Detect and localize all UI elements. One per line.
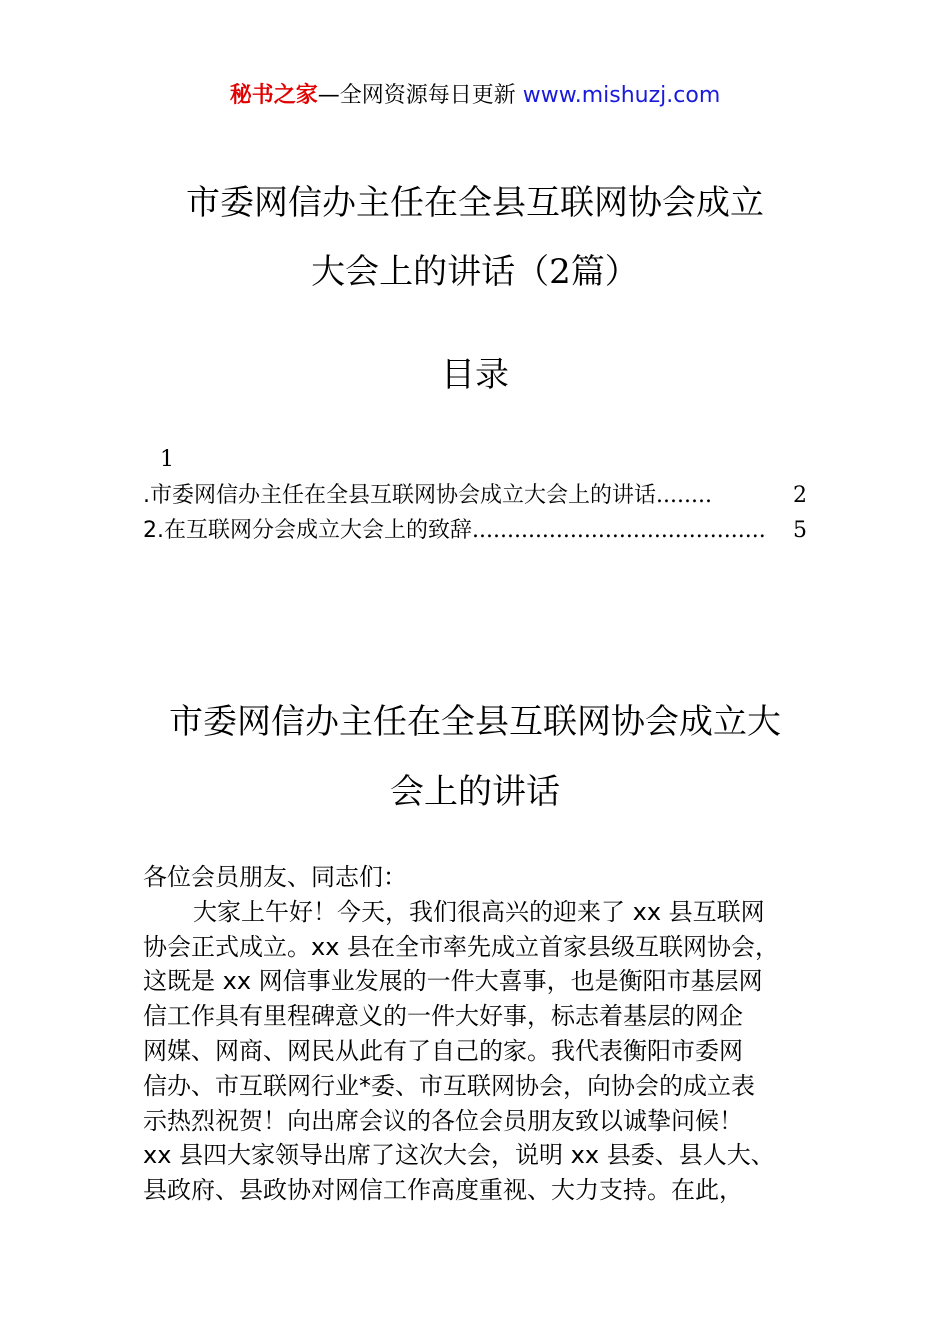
section1-title-line2: 会上的讲话 — [390, 772, 560, 812]
header-dash: — — [317, 83, 340, 108]
toc-item1-number: 1 — [160, 447, 174, 472]
toc-heading: 目录 — [441, 355, 509, 395]
toc-item1-page: 2 — [793, 483, 807, 508]
body-line: 信办、市互联网行业*委、市互联网协会，向协会的成立表 — [143, 1071, 755, 1100]
toc-item2-page: 5 — [793, 518, 807, 543]
body-line: xx 县四大家领导出席了这次大会，说明 xx 县委、县人大、 — [143, 1141, 775, 1170]
toc-item2-leader: .......................................... — [472, 518, 766, 543]
body-line: 大家上午好！今天，我们很高兴的迎来了 xx 县互联网 — [193, 897, 765, 926]
document-title-count: 2 — [549, 252, 571, 292]
body-line: 协会正式成立。xx 县在全市率先成立首家县级互联网协会， — [143, 932, 780, 961]
body-line: 网媒、网商、网民从此有了自己的家。我代表衡阳市委网 — [143, 1036, 743, 1065]
document-title-line2-pre: 大会上的讲话（ — [311, 252, 550, 292]
toc-item-2[interactable] — [143, 515, 807, 547]
section1-body — [143, 860, 813, 1208]
body-line: 示热烈祝贺！向出席会议的各位会员朋友致以诚挚问候！ — [143, 1106, 743, 1135]
toc-item2-label: 2.在互联网分会成立大会上的致辞 — [143, 518, 472, 543]
toc-item1-leader: ........ — [656, 483, 712, 508]
body-line: 这既是 xx 网信事业发展的一件大喜事，也是衡阳市基层网 — [143, 967, 763, 996]
toc-item1-label: .市委网信办主任在全县互联网协会成立大会上的讲话 — [143, 483, 656, 508]
body-line: 各位会员朋友、同志们： — [143, 863, 407, 891]
document-title-line1: 市委网信办主任在全县互联网协会成立 — [186, 183, 764, 223]
site-url-link[interactable]: www.mishuzj.com — [522, 83, 721, 108]
site-header — [0, 80, 950, 112]
section1-title-line1: 市委网信办主任在全县互联网协会成立大 — [169, 702, 781, 742]
document-title-line2-post: 篇） — [570, 252, 639, 292]
site-brand: 秘书之家 — [229, 83, 318, 108]
document-title-line2 — [0, 252, 950, 292]
header-tagline: 全网资源每日更新 — [339, 83, 516, 108]
toc-item-1[interactable] — [143, 480, 807, 512]
body-line: 县政府、县政协对网信工作高度重视、大力支持。在此， — [143, 1176, 743, 1205]
body-line: 信工作具有里程碑意义的一件大好事，标志着基层的网企 — [143, 1002, 743, 1031]
